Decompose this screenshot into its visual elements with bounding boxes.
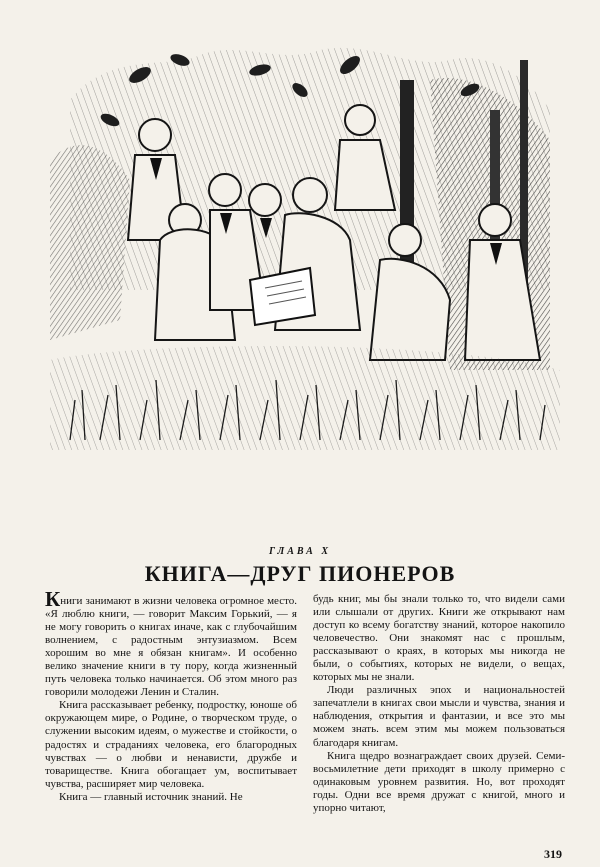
paragraph: будь книг, мы бы знали только то, что видели сами или слышали от других. Книги же открывают нам доступ ко всему богатству знаний, которое накопило человечество. Они знакомят нас с прошлым, рассказывают о краях, в которых мы никогда не были, о событиях, которых не видели, о вещах, которых мы не знали. [313,593,565,684]
paragraph: Книга щедро вознаграждает своих друзей. Семи-восьмилетние дети приходят в школу примерно с одинаковым уровнем развития. Но, вот проходят годы. Одни все время дружат с книгой, много и упорно читают, [313,749,565,814]
text-columns [45,587,565,843]
page-number: 319 [544,847,562,861]
right-column [313,593,565,843]
paragraph-text: ниги занимают в жизни человека огромное место. «Я люблю книги, — говорит Максим Горький, — я не могу говорить о книгах иначе, как с глубочайшим волнением, с радостным энтузиазмом. Всем хорошим во мне я обязан книгам». И особенно велико значение книги в ту пору, когда жизненный путь человека только начинается. Об этом много раз говорили молодежи Ленин и Сталин. [45,595,297,699]
dropcap: К [45,587,61,611]
chapter-title: КНИГА—ДРУГ ПИОНЕРОВ [144,561,456,586]
paragraph: Книга — главный источник знаний. Не [59,790,243,803]
illustration-pioneers-reading [50,40,560,450]
paragraph: Люди различных эпох и национальностей запечатлели в книгах свои мысли и чувства, знания и наблюдения, открытия и фантазии, и все это мы можем знать. всем этим мы можем пользоваться благодаря книгам. [313,684,565,749]
chapter-label: ГЛАВА X [268,546,331,557]
paragraph [45,587,297,699]
paragraph: Книга рассказывает ребенку, подростку, юноше об окружающем мире, о Родине, о творческом труде, о служении высоким идеям, о мужестве и стойкости, о радостях и страданиях человека, его благородных чувствах — о любви и ненависти, дружбе и товариществе. Книга обогащает ум, воспитывает чувства, расширяет мир человека. [45,699,297,790]
left-column [45,587,297,843]
